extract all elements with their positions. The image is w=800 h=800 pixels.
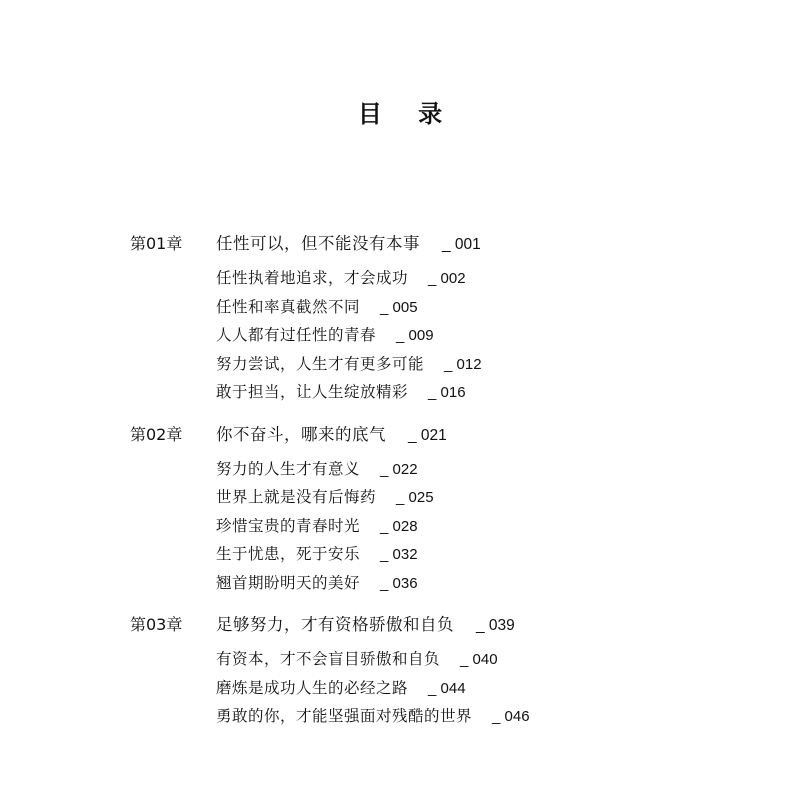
- section-entry[interactable]: [216, 293, 770, 322]
- section-title: 翘首期盼明天的美好: [216, 573, 361, 592]
- section-title: 任性执着地追求，才会成功: [216, 269, 409, 287]
- section-page-number: _ 002: [428, 270, 466, 287]
- section-title: 人人都有过任性的青春: [216, 326, 377, 344]
- section-list: [130, 645, 770, 731]
- section-entry[interactable]: [216, 540, 770, 569]
- section-entry[interactable]: [216, 512, 770, 541]
- page-title: 目 录: [357, 100, 457, 128]
- chapter-title: 任性可以，但不能没有本事: [216, 234, 420, 253]
- section-title: 勇敢的你，才能坚强面对残酷的世界: [216, 707, 473, 725]
- section-entry[interactable]: [216, 645, 770, 674]
- section-entry[interactable]: [216, 455, 770, 484]
- section-entry[interactable]: [216, 674, 770, 703]
- section-title: 有资本，才不会盲目骄傲和自负: [216, 650, 441, 668]
- section-entry[interactable]: [216, 483, 770, 512]
- section-title: 磨炼是成功人生的必经之路: [216, 678, 409, 697]
- section-page-number: _ 032: [380, 546, 418, 563]
- section-page-number: _ 016: [428, 384, 466, 401]
- chapter-heading[interactable]: [130, 421, 770, 449]
- chapter-label: 第03章: [130, 615, 183, 634]
- section-page-number: _ 040: [460, 651, 498, 668]
- section-entry[interactable]: [216, 569, 770, 598]
- section-page-number: _ 046: [492, 708, 530, 725]
- section-page-number: _ 009: [396, 327, 434, 344]
- chapter-02: [130, 421, 770, 598]
- chapter-heading[interactable]: [130, 611, 770, 639]
- chapter-title: 你不奋斗，哪来的底气: [216, 424, 386, 444]
- section-page-number: _ 044: [428, 679, 466, 697]
- chapter-03: [130, 611, 770, 731]
- table-of-contents: [130, 230, 770, 745]
- section-page-number: _ 028: [380, 517, 418, 535]
- section-entry[interactable]: [216, 702, 770, 731]
- chapter-title: 足够努力，才有资格骄傲和自负: [216, 615, 454, 634]
- section-entry[interactable]: [216, 378, 770, 407]
- chapter-label: 第01章: [130, 234, 183, 253]
- chapter-label: 第02章: [130, 424, 183, 444]
- section-page-number: _ 012: [444, 355, 482, 373]
- section-entry[interactable]: [216, 321, 770, 350]
- section-title: 珍惜宝贵的青春时光: [216, 516, 361, 535]
- section-title: 世界上就是没有后悔药: [216, 488, 377, 506]
- section-title: 努力的人生才有意义: [216, 459, 361, 478]
- section-title: 任性和率真截然不同: [216, 297, 361, 316]
- section-page-number: _ 022: [380, 460, 418, 478]
- chapter-page-number: _ 039: [476, 617, 515, 634]
- section-list: [130, 264, 770, 407]
- section-list: [130, 455, 770, 598]
- section-entry[interactable]: [216, 264, 770, 293]
- section-title: 生于忧患，死于安乐: [216, 545, 361, 563]
- section-page-number: _ 036: [380, 574, 418, 592]
- section-page-number: _ 005: [380, 298, 418, 316]
- chapter-heading[interactable]: [130, 230, 770, 258]
- section-title: 敢于担当，让人生绽放精彩: [216, 383, 409, 401]
- chapter-01: [130, 230, 770, 407]
- chapter-page-number: _ 001: [442, 236, 481, 253]
- section-page-number: _ 025: [396, 489, 434, 506]
- chapter-page-number: _ 021: [408, 426, 447, 444]
- section-title: 努力尝试，人生才有更多可能: [216, 354, 425, 373]
- section-entry[interactable]: [216, 350, 770, 379]
